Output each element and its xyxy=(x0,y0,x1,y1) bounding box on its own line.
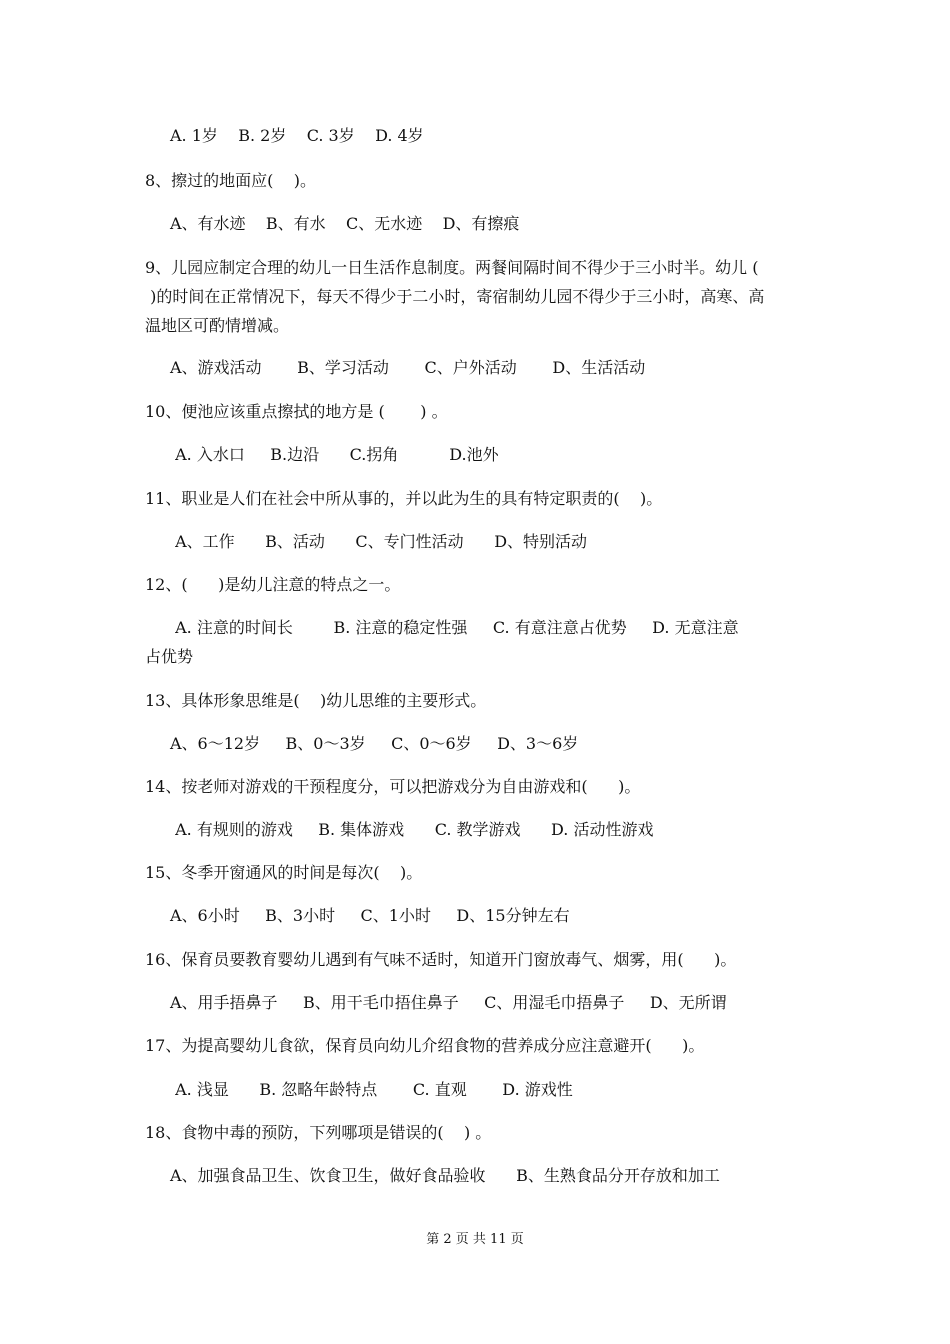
q8-question: 8、擦过的地面应( )。 xyxy=(145,171,317,190)
page-footer: 第 2 页 共 11 页 xyxy=(426,1232,524,1247)
q11-options: A、工作 B、活动 C、专门性活动 D、特别活动 xyxy=(170,532,588,551)
q9-question-line2: )的时间在正常情况下，每天不得少于二小时，寄宿制幼儿园不得少于三小时，高寒、高 xyxy=(145,287,765,306)
q17-options: A. 浅显 B. 忽略年龄特点 C. 直观 D. 游戏性 xyxy=(170,1080,573,1099)
q12-options-line1: A. 注意的时间长 B. 注意的稳定性强 C. 有意注意占优势 D. 无意注意 xyxy=(170,618,739,637)
q10-question: 10、便池应该重点擦拭的地方是 ( ) 。 xyxy=(145,402,448,421)
q17-question: 17、为提高婴幼儿食欲，保育员向幼儿介绍食物的营养成分应注意避开( )。 xyxy=(145,1036,705,1055)
q12-options-line2: 占优势 xyxy=(145,647,194,666)
q11-question: 11、职业是人们在社会中所从事的，并以此为生的具有特定职责的( )。 xyxy=(145,489,663,508)
q18-options: A、加强食品卫生、饮食卫生，做好食品验收 B、生熟食品分开存放和加工 xyxy=(170,1166,720,1185)
q18-question: 18、食物中毒的预防，下列哪项是错误的( ) 。 xyxy=(145,1123,492,1142)
q9-question-line1: 9、儿园应制定合理的幼儿一日生活作息制度。两餐间隔时间不得少于三小时半。幼儿 ( xyxy=(145,258,759,277)
q14-question: 14、按老师对游戏的干预程度分，可以把游戏分为自由游戏和( )。 xyxy=(145,777,641,796)
q9-options: A、游戏活动 B、学习活动 C、户外活动 D、生活活动 xyxy=(170,358,646,377)
q12-question: 12、( )是幼儿注意的特点之一。 xyxy=(145,575,401,594)
q15-options: A、6小时 B、3小时 C、1小时 D、15分钟左右 xyxy=(170,906,570,925)
q7-options: A. 1岁 B. 2岁 C. 3岁 D. 4岁 xyxy=(170,126,424,145)
q13-question: 13、具体形象思维是( )幼儿思维的主要形式。 xyxy=(145,691,487,710)
q15-question: 15、冬季开窗通风的时间是每次( )。 xyxy=(145,863,423,882)
q8-options: A、有水迹 B、有水 C、无水迹 D、有擦痕 xyxy=(170,214,520,233)
q16-options: A、用手捂鼻子 B、用干毛巾捂住鼻子 C、用湿毛巾捂鼻子 D、无所谓 xyxy=(170,993,727,1012)
q13-options: A、6～12岁 B、0～3岁 C、0～6岁 D、3～6岁 xyxy=(170,734,579,753)
q10-options: A. 入水口 B.边沿 C.拐角 D.池外 xyxy=(170,445,499,464)
q14-options: A. 有规则的游戏 B. 集体游戏 C. 教学游戏 D. 活动性游戏 xyxy=(170,820,654,839)
q16-question: 16、保育员要教育婴幼儿遇到有气味不适时，知道开门窗放毒气、烟雾，用( )。 xyxy=(145,950,737,969)
q9-question-line3: 温地区可酌情增减。 xyxy=(145,316,290,335)
